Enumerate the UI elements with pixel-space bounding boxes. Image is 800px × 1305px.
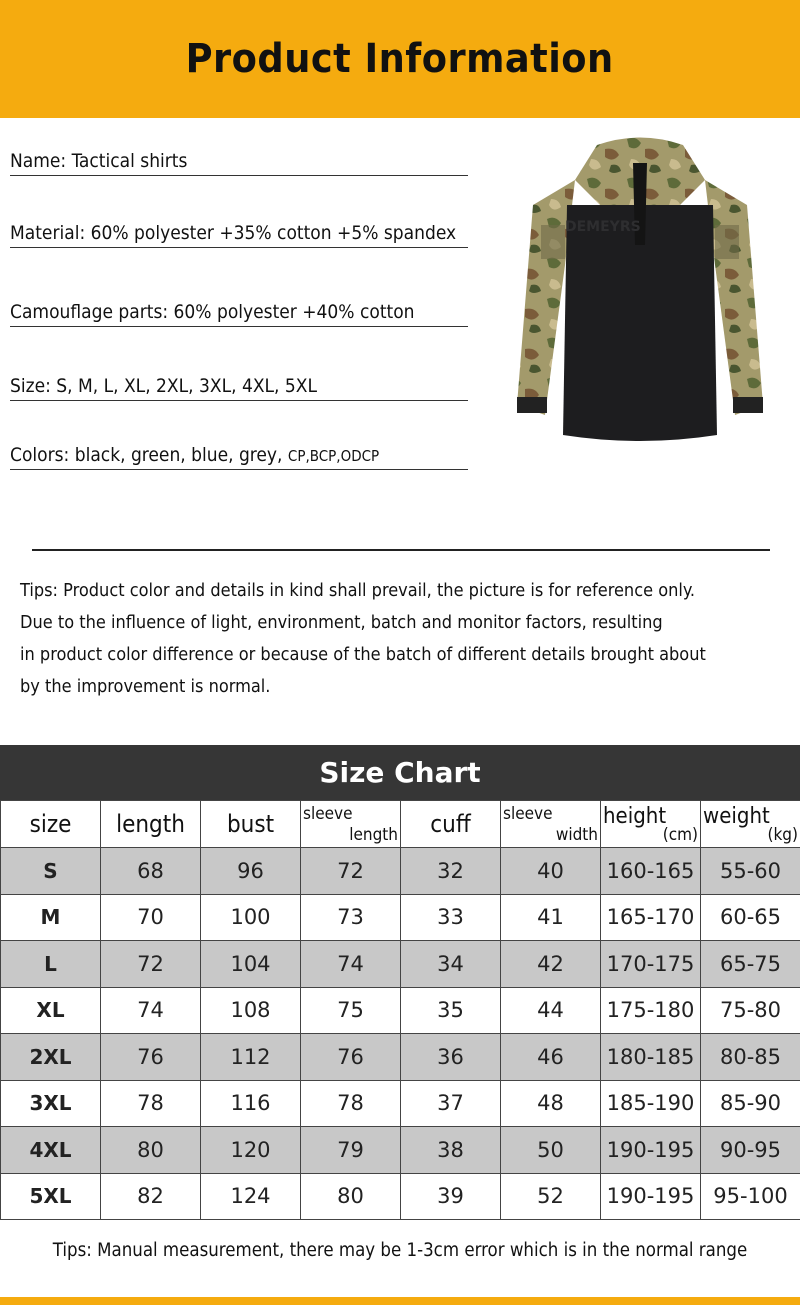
table-row	[1, 1034, 800, 1081]
col-header-sleeve-length	[301, 801, 401, 848]
cell-cuff: 39	[401, 1173, 501, 1220]
col-header-cuff: cuff	[401, 801, 501, 848]
cell-height: 170-175	[601, 941, 701, 988]
col-header-sleeve-length-top: sleeve	[303, 804, 353, 824]
cell-weight: 60-65	[701, 894, 800, 941]
cell-cuff: 36	[401, 1034, 501, 1081]
page-title: Product Information	[185, 36, 615, 82]
info-material: Material: 60% polyester +35% cotton +5% spandex	[10, 222, 468, 248]
size-chart-header	[0, 745, 800, 800]
cell-height: 190-195	[601, 1127, 701, 1174]
cell-cuff: 35	[401, 987, 501, 1034]
info-colors-extra: CP,BCP,ODCP	[287, 447, 380, 465]
cell-size: L	[1, 941, 101, 988]
col-header-bust: bust	[201, 801, 301, 848]
cell-length: 74	[101, 987, 201, 1034]
cell-cuff: 32	[401, 848, 501, 895]
cell-bust: 96	[201, 848, 301, 895]
cell-cuff: 37	[401, 1080, 501, 1127]
cell-size: XL	[1, 987, 101, 1034]
cell-sleeve-width: 42	[501, 941, 601, 988]
cell-sleeve-length: 76	[301, 1034, 401, 1081]
info-size: Size: S, M, L, XL, 2XL, 3XL, 4XL, 5XL	[10, 375, 468, 401]
cell-bust: 124	[201, 1173, 301, 1220]
cell-size: S	[1, 848, 101, 895]
tips-line: in product color difference or because of the batch of different details brought about	[20, 644, 706, 665]
table-row	[1, 894, 800, 941]
col-header-sleeve-width-bottom: width	[555, 825, 598, 845]
cell-sleeve-length: 78	[301, 1080, 401, 1127]
size-chart-table	[0, 800, 800, 1220]
cell-weight: 75-80	[701, 987, 800, 1034]
cell-bust: 116	[201, 1080, 301, 1127]
info-camouflage: Camouflage parts: 60% polyester +40% cotton	[10, 301, 468, 327]
cell-cuff: 38	[401, 1127, 501, 1174]
cell-length: 82	[101, 1173, 201, 1220]
cell-weight: 80-85	[701, 1034, 800, 1081]
cell-height: 185-190	[601, 1080, 701, 1127]
cell-cuff: 34	[401, 941, 501, 988]
col-header-height-unit: (cm)	[662, 825, 698, 845]
cell-length: 78	[101, 1080, 201, 1127]
cell-weight: 65-75	[701, 941, 800, 988]
table-row	[1, 941, 800, 988]
cell-size: 5XL	[1, 1173, 101, 1220]
col-header-size: size	[1, 801, 101, 848]
cell-bust: 120	[201, 1127, 301, 1174]
cell-length: 76	[101, 1034, 201, 1081]
cell-length: 80	[101, 1127, 201, 1174]
footer-accent-bar	[0, 1297, 800, 1305]
tips-line: Due to the influence of light, environment, batch and monitor factors, resulting	[20, 612, 663, 633]
cell-sleeve-width: 44	[501, 987, 601, 1034]
size-chart-title: Size Chart	[319, 756, 481, 789]
cell-size: 2XL	[1, 1034, 101, 1081]
cell-weight: 90-95	[701, 1127, 800, 1174]
tips-block	[20, 575, 790, 703]
cell-sleeve-length: 73	[301, 894, 401, 941]
cell-sleeve-length: 72	[301, 848, 401, 895]
section-divider	[32, 549, 770, 551]
cell-weight: 55-60	[701, 848, 800, 895]
cell-sleeve-length: 79	[301, 1127, 401, 1174]
col-header-weight-unit: (kg)	[767, 825, 798, 845]
cell-sleeve-width: 46	[501, 1034, 601, 1081]
cell-bust: 108	[201, 987, 301, 1034]
cell-length: 70	[101, 894, 201, 941]
cell-bust: 100	[201, 894, 301, 941]
cell-sleeve-length: 75	[301, 987, 401, 1034]
cell-size: 3XL	[1, 1080, 101, 1127]
cell-height: 165-170	[601, 894, 701, 941]
cell-size: M	[1, 894, 101, 941]
col-header-sleeve-width-top: sleeve	[503, 804, 553, 824]
measurement-tip: Tips: Manual measurement, there may be 1-3cm error which is in the normal range	[52, 1240, 748, 1261]
cell-weight: 85-90	[701, 1080, 800, 1127]
tactical-shirt-image	[505, 135, 775, 465]
cell-weight: 95-100	[701, 1173, 800, 1220]
cell-sleeve-width: 40	[501, 848, 601, 895]
col-header-weight	[701, 801, 800, 848]
cell-bust: 112	[201, 1034, 301, 1081]
info-name: Name: Tactical shirts	[10, 150, 468, 176]
col-header-height	[601, 801, 701, 848]
brand-watermark: DEMEYRS	[565, 219, 641, 235]
cell-height: 160-165	[601, 848, 701, 895]
product-information-banner	[0, 0, 800, 118]
table-row	[1, 1127, 800, 1174]
tips-line: Tips: Product color and details in kind shall prevail, the picture is for reference only.	[20, 580, 696, 601]
table-row	[1, 1173, 800, 1220]
info-colors-main: Colors: black, green, blue, grey,	[10, 444, 288, 466]
col-header-sleeve-length-bottom: length	[349, 825, 398, 845]
tips-line: by the improvement is normal.	[20, 676, 271, 697]
cell-height: 180-185	[601, 1034, 701, 1081]
info-colors	[10, 444, 468, 470]
cell-sleeve-width: 48	[501, 1080, 601, 1127]
cell-cuff: 33	[401, 894, 501, 941]
cell-length: 72	[101, 941, 201, 988]
cell-size: 4XL	[1, 1127, 101, 1174]
col-header-sleeve-width	[501, 801, 601, 848]
cell-height: 190-195	[601, 1173, 701, 1220]
cell-sleeve-width: 41	[501, 894, 601, 941]
cell-height: 175-180	[601, 987, 701, 1034]
col-header-length: length	[101, 801, 201, 848]
cell-bust: 104	[201, 941, 301, 988]
cell-length: 68	[101, 848, 201, 895]
cell-sleeve-width: 52	[501, 1173, 601, 1220]
table-row	[1, 848, 800, 895]
cell-sleeve-length: 74	[301, 941, 401, 988]
size-chart-header-row	[1, 801, 800, 848]
col-header-weight-top: weight	[703, 804, 770, 829]
table-row	[1, 1080, 800, 1127]
cell-sleeve-width: 50	[501, 1127, 601, 1174]
cell-sleeve-length: 80	[301, 1173, 401, 1220]
table-row	[1, 987, 800, 1034]
col-header-height-top: height	[603, 804, 667, 829]
